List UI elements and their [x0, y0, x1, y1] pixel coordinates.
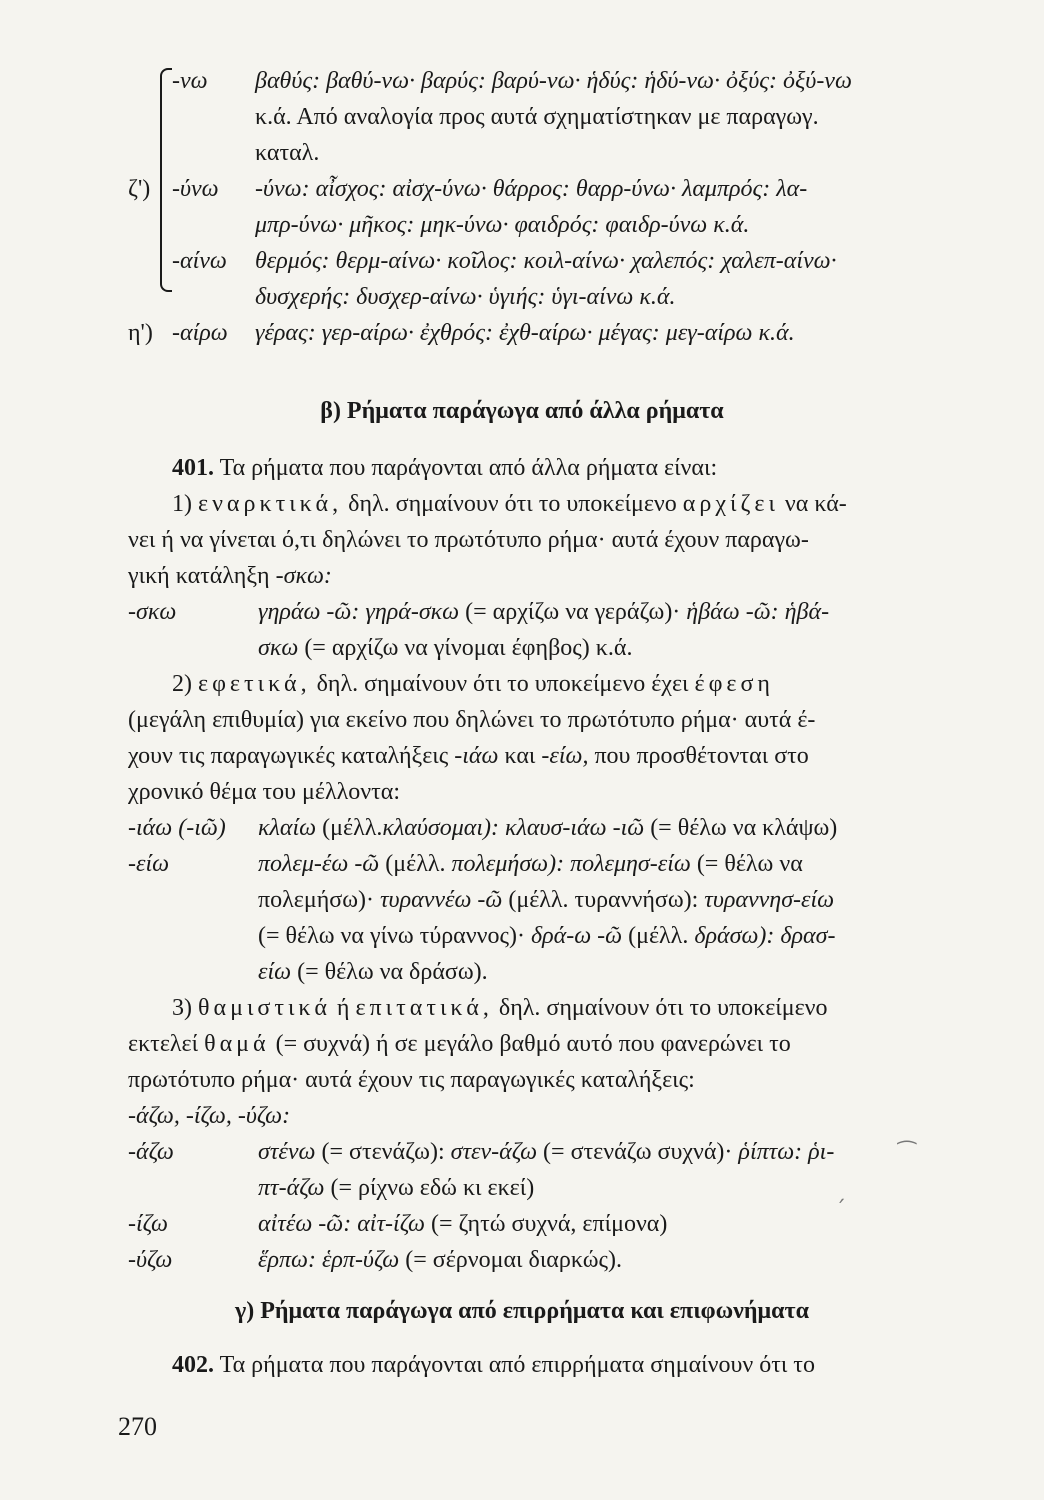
gloss: (= στενάζω συχνά)· — [543, 1139, 733, 1165]
zeta-row3b-text: δυσχερής: δυσχερ-αίνω· ὑγιής: ὑγι-αίνω κ.ά. — [255, 284, 676, 310]
example-3-line3 — [258, 921, 835, 951]
text: εκτελεί — [128, 1031, 199, 1057]
example-word: κλαυσ-ιάω -ιῶ — [505, 815, 645, 841]
paragraph-402 — [172, 1350, 815, 1380]
example-word: πολεμήσω): — [451, 851, 565, 877]
text: ή — [336, 995, 350, 1021]
intro-text: Τα ρήματα που παράγονται από άλλα ρήματα είναι: — [219, 455, 718, 481]
example-suffix: -ύζω — [128, 1247, 173, 1273]
suffix-nw: -νω — [172, 68, 208, 94]
example-3-line4 — [258, 957, 488, 987]
zeta-row2b-text: μπρ-ύνω· μῆκος: μηκ-ύνω· φαιδρός: φαιδρ-ύνω κ.ά. — [255, 212, 750, 238]
gloss: (= θέλω να γίνω τύραννος)· — [258, 923, 525, 949]
example-suffix: -σκω — [128, 599, 177, 625]
suffix-ainw: -αίνω — [172, 248, 227, 274]
text: (μέλλ. — [385, 851, 446, 877]
suffix: -είω, — [541, 743, 589, 769]
page-number: 270 — [118, 1412, 157, 1441]
example-suffix: -άζω — [128, 1139, 174, 1165]
text: (μέλλ. — [322, 815, 383, 841]
zeta-row1c-text: καταλ. — [255, 140, 320, 166]
emphasis: θαμά — [204, 1031, 270, 1057]
gloss: (= θέλω να δράσω). — [297, 959, 488, 985]
gloss: (= αρχίζω να γίνομαι έφηβος) κ.ά. — [304, 635, 633, 661]
item-3-line2 — [128, 1029, 791, 1059]
gloss: (= θέλω να — [696, 851, 803, 877]
term-epitatika: επιτατικά, — [355, 995, 493, 1021]
example-5 — [258, 1209, 667, 1239]
item-3-line3: πρωτότυπο ρήμα· αυτά έχουν τις παραγωγικές καταλήξεις: — [128, 1067, 695, 1093]
zeta-row3-text: θερμός: θερμ-αίνω· κοῖλος: κοιλ-αίνω· χαλεπός: χαλεπ-αίνω· — [255, 248, 837, 274]
example-4-line2 — [258, 1173, 534, 1203]
text: να κά- — [784, 491, 847, 517]
example-word: πολεμησ-είω — [570, 851, 691, 877]
example-word: γηράω -ῶ: γηρά-σκω — [258, 599, 460, 625]
example-word: είω — [258, 959, 292, 985]
example-word: πολεμ-έω -ῶ — [258, 851, 380, 877]
term-efetika: εφετικά, — [198, 671, 311, 697]
item-1-line3 — [128, 561, 332, 591]
suffix-airw: -αίρω — [172, 320, 228, 346]
example-word: τυραννέω -ῶ — [379, 887, 503, 913]
term-enarktika: εναρκτικά, — [198, 491, 343, 517]
gloss: (= αρχίζω να γεράζω)· — [465, 599, 681, 625]
ink-mark: ⁀ — [898, 1142, 916, 1167]
item-number: 1) — [172, 491, 192, 517]
example-word: τυραννησ-είω — [704, 887, 835, 913]
example-word: σκω — [258, 635, 299, 661]
item-2-line1 — [172, 669, 774, 699]
example-word: δράσω): — [694, 923, 775, 949]
item-2-line2: (μεγάλη επιθυμία) για εκείνο που δηλώνει το πρωτότυπο ρήμα· αυτά έ- — [128, 707, 816, 733]
example-3-line2 — [258, 885, 834, 915]
example-word: ῥίπτω: ῥι- — [738, 1139, 835, 1165]
example-suffix: -ίζω — [128, 1211, 168, 1237]
example-1-line1 — [258, 597, 829, 627]
item-1-line2: νει ή να γίνεται ό,τι δηλώνει το πρωτότυπο ρήμα· αυτά έχουν παραγω- — [128, 527, 809, 553]
example-word: αἰτέω -ῶ: αἰτ-ίζω — [258, 1211, 425, 1237]
text: δηλ. σημαίνουν ότι το υποκείμενο — [498, 995, 828, 1021]
term-thamistika: θαμιστικά — [198, 995, 331, 1021]
example-word: δρά-ω -ῶ — [530, 923, 623, 949]
emphasis: έφεση — [694, 671, 774, 697]
gloss: (= στενάζω): — [321, 1139, 445, 1165]
paragraph-number: 401. — [172, 455, 214, 481]
item-2-line4: χρονικό θέμα του μέλλοντα: — [128, 779, 401, 805]
item-1-line1 — [172, 489, 847, 519]
section-heading-gamma: γ) Ρήματα παράγωγα από επιρρήματα και επιφωνήματα — [235, 1298, 809, 1324]
item-3-line1 — [172, 993, 828, 1023]
suffix: -σκω: — [275, 563, 332, 589]
example-6 — [258, 1245, 622, 1275]
eta-label: η') — [128, 320, 153, 346]
example-3-line1 — [258, 849, 803, 879]
ink-mark: ˊ — [835, 1198, 846, 1223]
grouping-brace — [160, 68, 172, 292]
gloss: πολεμήσω)· — [258, 887, 374, 913]
example-suffix: -είω — [128, 851, 170, 877]
text: χουν τις παραγωγικές καταλήξεις — [128, 743, 449, 769]
paragraph-401-intro — [172, 453, 717, 483]
emphasis: αρχίζει — [682, 491, 779, 517]
text: Τα ρήματα που παράγονται από επιρρήματα σημαίνουν ότι το — [219, 1352, 815, 1378]
item-number: 2) — [172, 671, 192, 697]
text: που προσθέτονται στο — [594, 743, 809, 769]
gloss: (= ζητώ συχνά, επίμονα) — [431, 1211, 668, 1237]
text: (μέλλ. — [628, 923, 689, 949]
example-word: κλαίω — [258, 815, 317, 841]
example-1-line2 — [258, 633, 632, 663]
example-word: πτ-άζω — [258, 1175, 325, 1201]
text: γική κατάληξη — [128, 563, 270, 589]
example-4-line1 — [258, 1137, 834, 1167]
example-2-line1 — [258, 813, 837, 843]
suffix-ynw: -ύνω — [172, 176, 219, 202]
paragraph-number: 402. — [172, 1352, 214, 1378]
zeta-row1b-text: κ.ά. Από αναλογία προς αυτά σχηματίστηκαν με παραγωγ. — [255, 104, 819, 130]
gloss: (= θέλω να κλάψω) — [650, 815, 838, 841]
section-heading-beta: β) Ρήματα παράγωγα από άλλα ρήματα — [320, 398, 724, 424]
item-2-line3 — [128, 741, 809, 771]
example-word: δρασ- — [780, 923, 836, 949]
eta-text: γέρας: γερ-αίρω· ἐχθρός: ἐχθ-αίρω· μέγας: μεγ-αίρω κ.ά. — [255, 320, 795, 346]
example-word: ἕρπω: ἑρπ-ύζω — [258, 1247, 400, 1273]
example-word: κλαύσομαι): — [382, 815, 500, 841]
gloss: (= σέρνομαι διαρκώς). — [405, 1247, 622, 1273]
text: δηλ. σημαίνουν ότι το υποκείμενο — [348, 491, 677, 517]
example-word: στεν-άζω — [450, 1139, 538, 1165]
suffix: -ιάω — [454, 743, 499, 769]
text: (= συχνά) ή σε μεγάλο βαθμό αυτό που φανερώνει το — [275, 1031, 791, 1057]
text: δηλ. σημαίνουν ότι το υποκείμενο έχει — [316, 671, 689, 697]
gloss: (= ρίχνω εδώ κι εκεί) — [330, 1175, 535, 1201]
zeta-row1-text: βαθύς: βαθύ-νω· βαρύς: βαρύ-νω· ἡδύς: ἡδύ-νω· ὀξύς: ὀξύ-νω — [255, 68, 852, 94]
example-word: στένω — [258, 1139, 316, 1165]
example-word: ἡβάω -ῶ: ἡβά- — [686, 599, 830, 625]
item-3-line4: -άζω, -ίζω, -ύζω: — [128, 1103, 291, 1129]
zeta-row2-text: -ύνω: αἶσχος: αἰσχ-ύνω· θάρρος: θαρρ-ύνω· λαμπρός: λα- — [255, 176, 808, 202]
zeta-label: ζ') — [128, 176, 151, 202]
text: (μέλλ. τυραννήσω): — [508, 887, 699, 913]
text: και — [504, 743, 536, 769]
item-number: 3) — [172, 995, 192, 1021]
example-suffix: -ιάω (-ιῶ) — [128, 815, 226, 841]
